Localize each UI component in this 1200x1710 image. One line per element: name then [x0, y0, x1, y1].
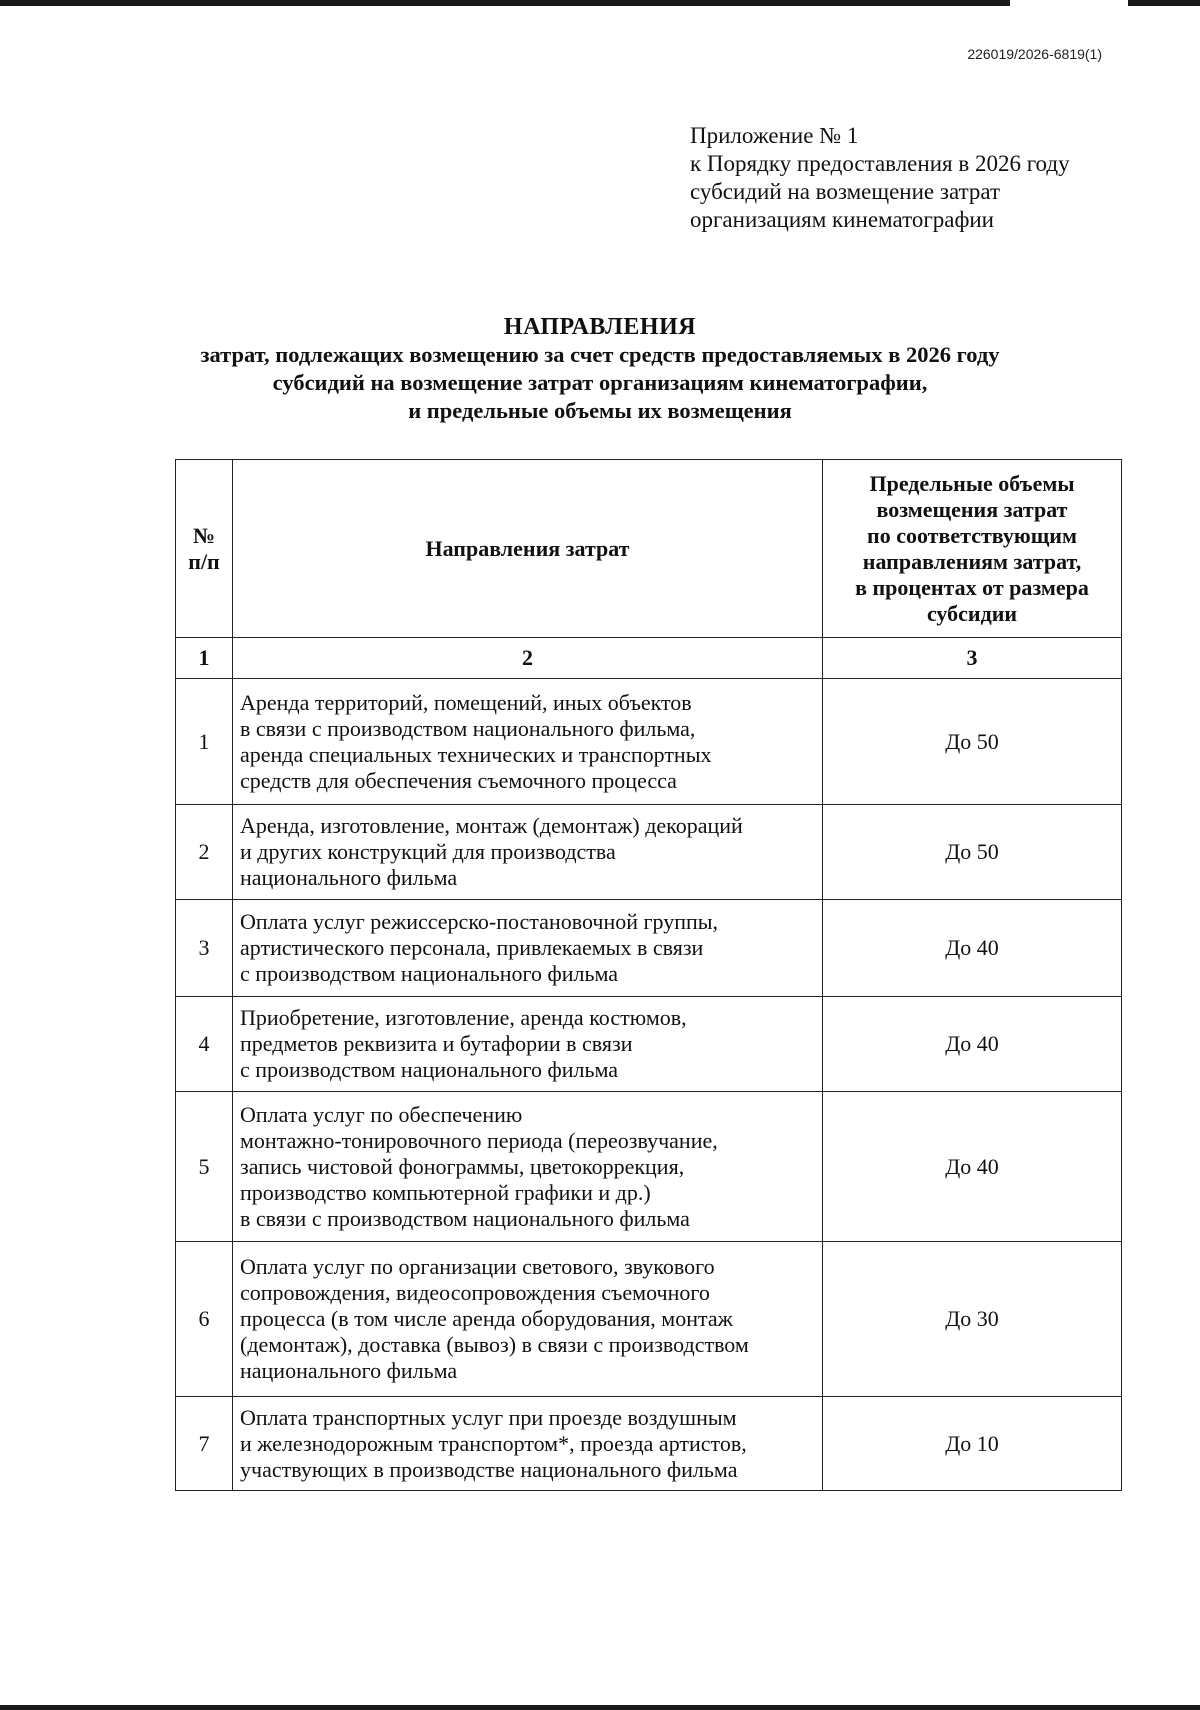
- row-direction: Аренда территорий, помещений, иных объектов в связи с производством национального фильма, аренда специальных технических и транспортных средств для обеспечения съемочного процесса: [233, 679, 823, 805]
- header-limit: Предельные объемы возмещения затрат по соответствующим направлениям затрат, в процентах от размера субсидии: [823, 460, 1122, 638]
- column-number: 1: [176, 638, 233, 679]
- title-main: НАПРАВЛЕНИЯ: [503, 314, 697, 340]
- row-direction: Приобретение, изготовление, аренда костюмов, предметов реквизита и бутафории в связи с производством национального фильма: [233, 997, 823, 1092]
- header-direction: Направления затрат: [233, 460, 823, 638]
- document-title: [150, 313, 1050, 425]
- row-direction: Оплата услуг по организации светового, звукового сопровождения, видеосопровождения съемочного процесса (в том числе аренда оборудования, монтаж (демонтаж), доставка (вывоз) в связи с производством национального фильма: [233, 1242, 823, 1397]
- appendix-line: к Порядку предоставления в 2026 году: [690, 151, 1070, 176]
- row-number: 4: [176, 997, 233, 1092]
- row-number: 5: [176, 1092, 233, 1242]
- table-row: [176, 1242, 1122, 1397]
- appendix-note: [690, 122, 1110, 234]
- title-line: и предельные объемы их возмещения: [408, 398, 792, 423]
- row-limit: До 40: [823, 1092, 1122, 1242]
- table-row: [176, 900, 1122, 997]
- column-number: 2: [233, 638, 823, 679]
- table-row: [176, 679, 1122, 805]
- column-number: 3: [823, 638, 1122, 679]
- row-limit: До 40: [823, 900, 1122, 997]
- table-row: [176, 997, 1122, 1092]
- cost-directions-table: [175, 459, 1122, 1491]
- scan-border-top: [0, 0, 1010, 6]
- row-direction: Оплата услуг режиссерско-постановочной группы, артистического персонала, привлекаемых в связи с производством национального фильма: [233, 900, 823, 997]
- table-row: [176, 805, 1122, 900]
- row-limit: До 50: [823, 805, 1122, 900]
- title-line: субсидий на возмещение затрат организациям кинематографии,: [272, 370, 928, 395]
- row-number: 6: [176, 1242, 233, 1397]
- row-limit: До 10: [823, 1397, 1122, 1491]
- table-row: [176, 1092, 1122, 1242]
- row-number: 1: [176, 679, 233, 805]
- row-number: 3: [176, 900, 233, 997]
- document-id: 226019/2026-6819(1): [967, 46, 1102, 62]
- row-number: 2: [176, 805, 233, 900]
- row-direction: Оплата транспортных услуг при проезде воздушным и железнодорожным транспортом*, проезда артистов, участвующих в производстве национального фильма: [233, 1397, 823, 1491]
- title-line: затрат, подлежащих возмещению за счет средств предоставляемых в 2026 году: [200, 342, 1000, 367]
- row-limit: До 50: [823, 679, 1122, 805]
- row-limit: До 30: [823, 1242, 1122, 1397]
- table-row: [176, 1397, 1122, 1491]
- appendix-line: организациям кинематографии: [690, 207, 994, 232]
- appendix-line: Приложение № 1: [690, 123, 859, 148]
- row-direction: Оплата услуг по обеспечению монтажно-тонировочного периода (переозвучание, запись чистовой фонограммы, цветокоррекция, производство компьютерной графики и др.) в связи с производством национального фильма: [233, 1092, 823, 1242]
- scan-border-bottom: [0, 1705, 1200, 1710]
- header-num: № п/п: [176, 460, 233, 638]
- row-number: 7: [176, 1397, 233, 1491]
- appendix-line: субсидий на возмещение затрат: [690, 179, 1001, 204]
- row-limit: До 40: [823, 997, 1122, 1092]
- scan-border-top-right: [1128, 0, 1200, 6]
- row-direction: Аренда, изготовление, монтаж (демонтаж) декораций и других конструкций для производства национального фильма: [233, 805, 823, 900]
